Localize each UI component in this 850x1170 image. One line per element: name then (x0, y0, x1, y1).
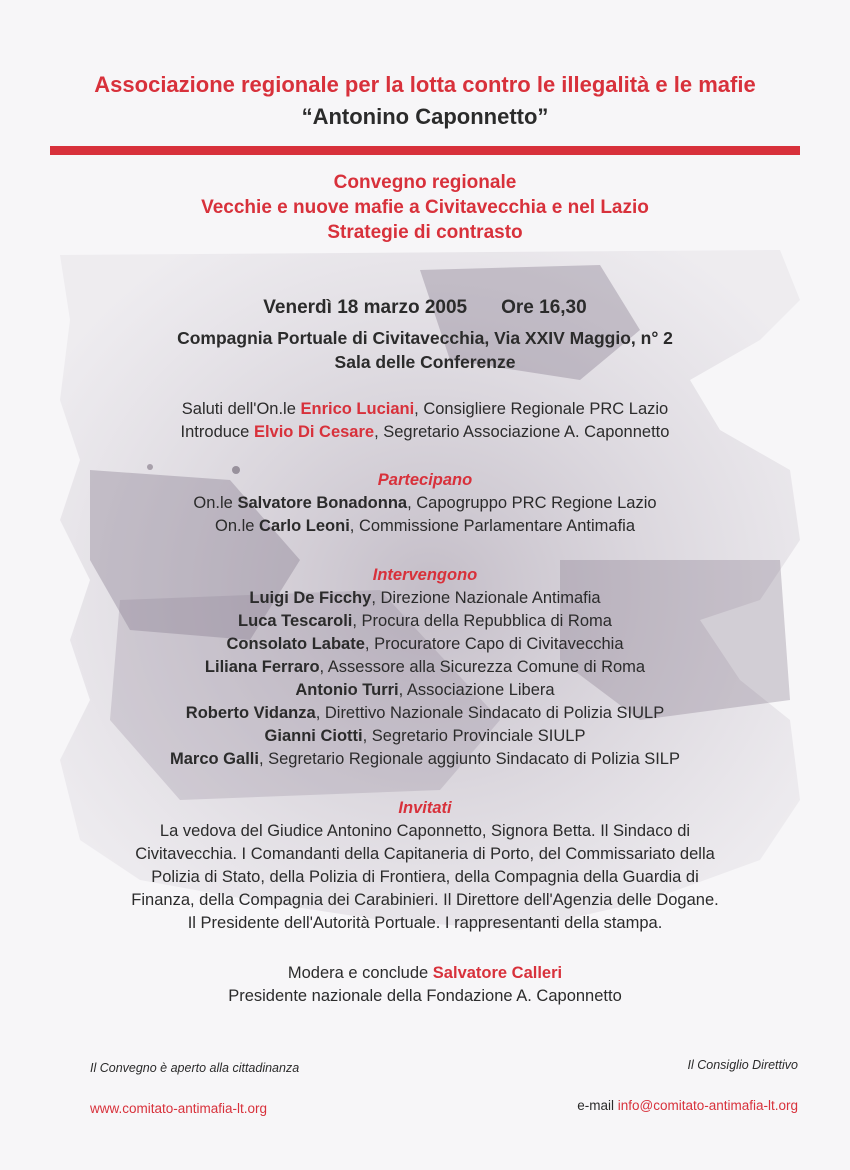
open-to-public-note: Il Convegno è aperto alla cittadinanza (90, 1061, 300, 1075)
moderatore-role: Presidente nazionale della Fondazione A. Caponnetto (228, 987, 622, 1005)
event-room: Sala delle Conferenze (334, 352, 516, 372)
speaker-row (0, 633, 850, 656)
event-datetime (0, 297, 850, 319)
speaker-name: Liliana Ferraro (204, 658, 320, 676)
speaker-name: Antonio Turri (295, 681, 399, 699)
convegno-title (0, 170, 850, 245)
speaker-role: , Segretario Provinciale SIULP (362, 727, 586, 745)
intervengono-section (0, 564, 850, 771)
speaker-row (0, 610, 850, 633)
email-link[interactable]: info@comitato-antimafia-lt.org (617, 1098, 798, 1113)
invitati-line: Polizia di Stato, della Polizia di Frontiera, della Compagnia della Guardia di (151, 868, 699, 886)
speaker-role: , Segretario Regionale aggiunto Sindacato di Polizia SILP (258, 750, 680, 768)
convegno-line-1: Convegno regionale (333, 172, 517, 193)
introduce-person-name: Elvio Di Cesare (253, 423, 375, 441)
speaker-role: , Assessore alla Sicurezza Comune di Roma (319, 658, 646, 676)
speaker-name: Luigi De Ficchy (249, 589, 372, 607)
convegno-line-3: Strategie di contrasto (327, 222, 523, 243)
speaker-name: Luca Tescaroli (238, 612, 353, 630)
event-location (0, 326, 850, 374)
participant-name: Carlo Leoni (259, 517, 350, 535)
moderatore-name: Salvatore Calleri (432, 964, 563, 982)
saluti-section (0, 398, 850, 444)
moderatore-prefix: Modera e conclude (287, 964, 433, 982)
speaker-row (0, 587, 850, 610)
invitati-line: La vedova del Giudice Antonino Caponnetto, Signora Betta. Il Sindaco di (159, 822, 691, 840)
speaker-role: , Procuratore Capo di Civitavecchia (364, 635, 624, 653)
speaker-row (0, 656, 850, 679)
invitati-title: Invitati (398, 799, 452, 817)
speaker-row (0, 748, 850, 771)
email-label: e-mail (577, 1098, 618, 1113)
speaker-role: , Associazione Libera (398, 681, 555, 699)
participant-role: , Capogruppo PRC Regione Lazio (407, 494, 657, 512)
event-time: Ore 16,30 (501, 297, 587, 318)
participant-prefix: On.le (215, 517, 260, 535)
saluti-line-2 (0, 421, 850, 444)
speaker-row (0, 702, 850, 725)
introduce-prefix: Introduce (180, 423, 254, 441)
invitati-line: Il Presidente dell'Autorità Portuale. I rappresentanti della stampa. (187, 914, 663, 932)
speaker-role: , Direzione Nazionale Antimafia (371, 589, 601, 607)
association-name: Associazione regionale per la lotta contro le illegalità e le mafie (94, 72, 756, 97)
speaker-row (0, 679, 850, 702)
saluti-person-role: , Consigliere Regionale PRC Lazio (414, 400, 669, 418)
email-contact (577, 1098, 798, 1113)
intervengono-title: Intervengono (372, 566, 478, 584)
participant-role: , Commissione Parlamentare Antimafia (349, 517, 635, 535)
partecipano-section (0, 469, 850, 538)
partecipano-title: Partecipano (377, 471, 473, 489)
speaker-name: Marco Galli (170, 750, 259, 768)
invitati-line: Civitavecchia. I Comandanti della Capitaneria di Porto, del Commissariato della (135, 845, 715, 863)
speaker-name: Consolato Labate (226, 635, 365, 653)
speaker-name: Gianni Ciotti (264, 727, 363, 745)
saluti-line-1 (0, 398, 850, 421)
speaker-name: Roberto Vidanza (185, 704, 316, 722)
saluti-person-name: Enrico Luciani (300, 400, 415, 418)
signature-note: Il Consiglio Direttivo (687, 1058, 798, 1072)
event-date: Venerdì 18 marzo 2005 (263, 297, 468, 318)
association-namesake: “Antonino Caponnetto” (301, 104, 549, 129)
participant-row (0, 515, 850, 538)
saluti-prefix: Saluti dell'On.le (181, 400, 301, 418)
speaker-role: , Procura della Repubblica di Roma (352, 612, 612, 630)
speaker-row (0, 725, 850, 748)
participant-prefix: On.le (193, 494, 238, 512)
participant-name: Salvatore Bonadonna (237, 494, 408, 512)
website-link[interactable]: www.comitato-antimafia-lt.org (90, 1101, 268, 1116)
invitati-section (0, 797, 850, 935)
speaker-role: , Direttivo Nazionale Sindacato di Polizia SIULP (315, 704, 665, 722)
event-venue: Compagnia Portuale di Civitavecchia, Via XXIV Maggio, n° 2 (177, 328, 673, 348)
participant-row (0, 492, 850, 515)
header-divider (50, 146, 800, 155)
convegno-line-2: Vecchie e nuove mafie a Civitavecchia e nel Lazio (201, 197, 649, 218)
moderatore-section (0, 962, 850, 1008)
invitati-line: Finanza, della Compagnia dei Carabinieri. Il Direttore dell'Agenzia delle Dogane. (131, 891, 719, 909)
moderatore-line (0, 962, 850, 985)
introduce-person-role: , Segretario Associazione A. Caponnetto (374, 423, 670, 441)
